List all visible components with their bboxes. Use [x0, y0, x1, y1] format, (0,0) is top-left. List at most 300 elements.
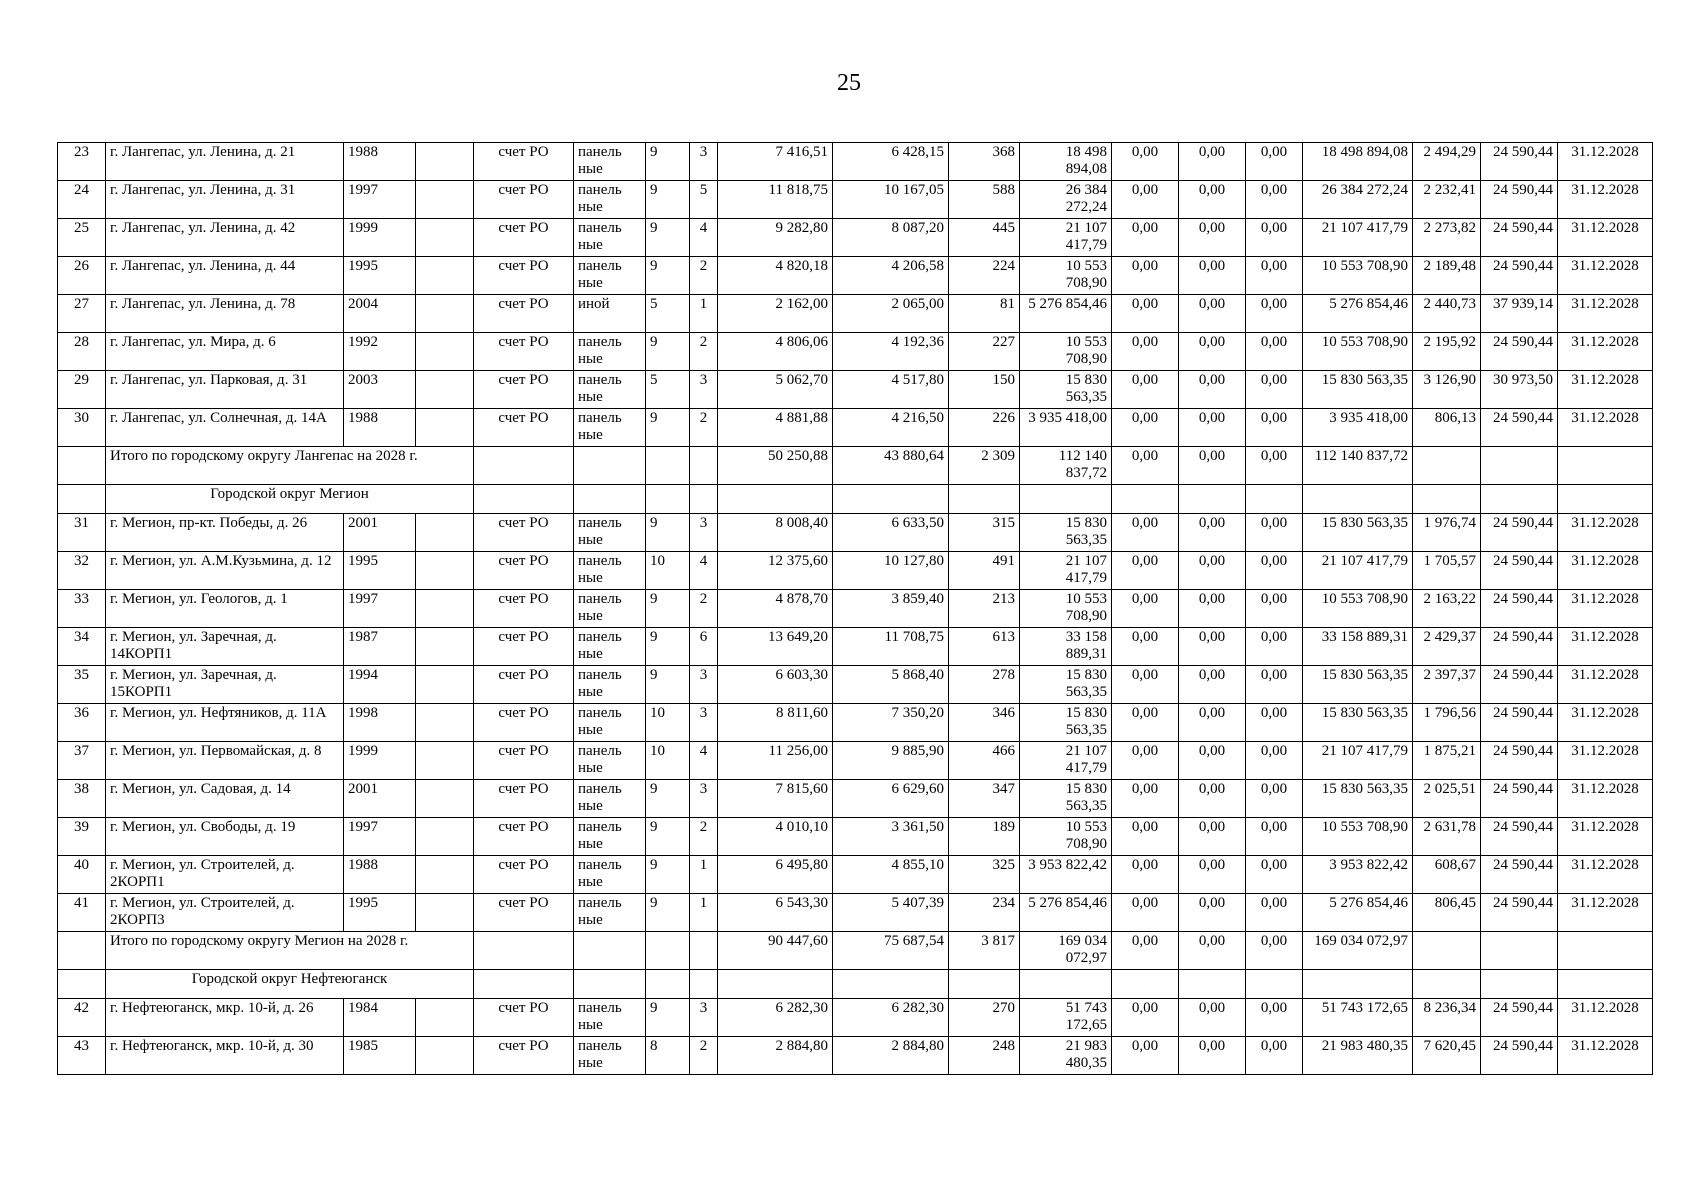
- owners-funds-cell: 10 553 708,90: [1303, 257, 1413, 295]
- fund-source-1-cell: 0,00: [1112, 1037, 1179, 1075]
- owners-funds-cell: 21 107 417,79: [1303, 742, 1413, 780]
- entrances-cell: 4: [690, 219, 718, 257]
- owners-funds-cell: 5 276 854,46: [1303, 894, 1413, 932]
- empty-cell: [416, 181, 474, 219]
- unit-cost-cell: 2 631,78: [1413, 818, 1481, 856]
- empty-cell: [1303, 970, 1413, 999]
- total-row: [58, 932, 1653, 970]
- limit-cost-cell: 24 590,44: [1481, 856, 1558, 894]
- area-living-cell: 2 884,80: [833, 1037, 949, 1075]
- unit-cost-cell: 1 796,56: [1413, 704, 1481, 742]
- empty-cell: [1558, 485, 1653, 514]
- owners-funds-cell: 18 498 894,08: [1303, 143, 1413, 181]
- fund-source-3-cell: 0,00: [1246, 295, 1303, 333]
- table-row: [58, 818, 1653, 856]
- empty-cell: [416, 143, 474, 181]
- limit-cost-cell: 24 590,44: [1481, 999, 1558, 1037]
- owners-funds-cell: 51 743 172,65: [1303, 999, 1413, 1037]
- deadline-cell: 31.12.2028: [1558, 1037, 1653, 1075]
- empty-cell: [646, 485, 690, 514]
- year-cell: 1995: [344, 552, 416, 590]
- deadline-cell: 31.12.2028: [1558, 181, 1653, 219]
- address-cell: г. Лангепас, ул. Ленина, д. 44: [106, 257, 344, 295]
- total-row: [58, 447, 1653, 485]
- cost-total-cell: 169 034 072,97: [1020, 932, 1112, 970]
- material-cell: панель ные: [574, 856, 646, 894]
- empty-cell: [1246, 970, 1303, 999]
- fund-source-1-cell: 0,00: [1112, 514, 1179, 552]
- fund-source-3-cell: 0,00: [1246, 1037, 1303, 1075]
- owners-funds-cell: 21 107 417,79: [1303, 552, 1413, 590]
- entrances-cell: 3: [690, 666, 718, 704]
- residents-cell: 150: [949, 371, 1020, 409]
- area-total-cell: 8 008,40: [718, 514, 833, 552]
- empty-cell: [646, 447, 690, 485]
- address-cell: г. Лангепас, ул. Мира, д. 6: [106, 333, 344, 371]
- deadline-cell: 31.12.2028: [1558, 742, 1653, 780]
- cost-total-cell: 3 935 418,00: [1020, 409, 1112, 447]
- fund-source-3-cell: 0,00: [1246, 590, 1303, 628]
- row-number: 28: [58, 333, 106, 371]
- floors-cell: 10: [646, 742, 690, 780]
- table-row: [58, 742, 1653, 780]
- unit-cost-cell: 2 429,37: [1413, 628, 1481, 666]
- fund-source-2-cell: 0,00: [1179, 742, 1246, 780]
- year-cell: 1987: [344, 628, 416, 666]
- deadline-cell: 31.12.2028: [1558, 409, 1653, 447]
- owners-funds-cell: 15 830 563,35: [1303, 666, 1413, 704]
- deadline-cell: 31.12.2028: [1558, 219, 1653, 257]
- table-row: [58, 257, 1653, 295]
- entrances-cell: 3: [690, 704, 718, 742]
- limit-cost-cell: 24 590,44: [1481, 219, 1558, 257]
- fund-source-1-cell: 0,00: [1112, 704, 1179, 742]
- area-total-cell: 5 062,70: [718, 371, 833, 409]
- deadline-cell: 31.12.2028: [1558, 856, 1653, 894]
- area-living-cell: 7 350,20: [833, 704, 949, 742]
- fund-cell: счет РО: [474, 780, 574, 818]
- fund-cell: счет РО: [474, 704, 574, 742]
- cost-total-cell: 21 107 417,79: [1020, 552, 1112, 590]
- floors-cell: 9: [646, 628, 690, 666]
- fund-cell: счет РО: [474, 818, 574, 856]
- empty-cell: [1413, 485, 1481, 514]
- row-number: 39: [58, 818, 106, 856]
- empty-cell: [690, 932, 718, 970]
- fund-source-3-cell: 0,00: [1246, 219, 1303, 257]
- residents-cell: 491: [949, 552, 1020, 590]
- empty-cell: [416, 219, 474, 257]
- fund-cell: счет РО: [474, 856, 574, 894]
- limit-cost-cell: 24 590,44: [1481, 257, 1558, 295]
- area-total-cell: 11 256,00: [718, 742, 833, 780]
- material-cell: панель ные: [574, 143, 646, 181]
- empty-cell: [574, 970, 646, 999]
- fund-source-2-cell: 0,00: [1179, 333, 1246, 371]
- cost-total-cell: 5 276 854,46: [1020, 894, 1112, 932]
- fund-source-1-cell: 0,00: [1112, 742, 1179, 780]
- entrances-cell: 3: [690, 514, 718, 552]
- material-cell: панель ные: [574, 552, 646, 590]
- floors-cell: 9: [646, 666, 690, 704]
- table-row: [58, 1037, 1653, 1075]
- fund-source-3-cell: 0,00: [1246, 999, 1303, 1037]
- fund-source-3-cell: 0,00: [1246, 181, 1303, 219]
- owners-funds-cell: 10 553 708,90: [1303, 590, 1413, 628]
- material-cell: панель ные: [574, 704, 646, 742]
- unit-cost-cell: 2 195,92: [1413, 333, 1481, 371]
- table-row: [58, 856, 1653, 894]
- owners-funds-cell: 21 983 480,35: [1303, 1037, 1413, 1075]
- fund-source-1-cell: 0,00: [1112, 780, 1179, 818]
- empty-cell: [58, 485, 106, 514]
- residents-cell: 315: [949, 514, 1020, 552]
- empty-cell: [574, 485, 646, 514]
- year-cell: 1988: [344, 143, 416, 181]
- fund-cell: счет РО: [474, 894, 574, 932]
- limit-cost-cell: 24 590,44: [1481, 628, 1558, 666]
- area-total-cell: 6 495,80: [718, 856, 833, 894]
- limit-cost-cell: 24 590,44: [1481, 143, 1558, 181]
- cost-total-cell: 10 553 708,90: [1020, 590, 1112, 628]
- unit-cost-cell: 2 397,37: [1413, 666, 1481, 704]
- entrances-cell: 2: [690, 257, 718, 295]
- empty-cell: [833, 970, 949, 999]
- section-title-cell: Городской округ Нефтеюганск: [106, 970, 474, 999]
- total-label-cell: Итого по городскому округу Лангепас на 2028 г.: [106, 447, 474, 485]
- area-living-cell: 4 206,58: [833, 257, 949, 295]
- area-living-cell: 10 127,80: [833, 552, 949, 590]
- cost-total-cell: 26 384 272,24: [1020, 181, 1112, 219]
- deadline-cell: 31.12.2028: [1558, 143, 1653, 181]
- floors-cell: 9: [646, 409, 690, 447]
- row-number: 36: [58, 704, 106, 742]
- year-cell: 1997: [344, 818, 416, 856]
- year-cell: 2004: [344, 295, 416, 333]
- table-row: [58, 333, 1653, 371]
- limit-cost-cell: 24 590,44: [1481, 742, 1558, 780]
- entrances-cell: 2: [690, 409, 718, 447]
- table-row: [58, 590, 1653, 628]
- material-cell: панель ные: [574, 514, 646, 552]
- area-total-cell: 7 416,51: [718, 143, 833, 181]
- entrances-cell: 1: [690, 295, 718, 333]
- empty-cell: [1179, 970, 1246, 999]
- empty-cell: [58, 447, 106, 485]
- area-living-cell: 10 167,05: [833, 181, 949, 219]
- fund-source-3-cell: 0,00: [1246, 894, 1303, 932]
- fund-source-1-cell: 0,00: [1112, 628, 1179, 666]
- entrances-cell: 2: [690, 818, 718, 856]
- row-number: 32: [58, 552, 106, 590]
- fund-source-1-cell: 0,00: [1112, 295, 1179, 333]
- floors-cell: 5: [646, 295, 690, 333]
- empty-cell: [574, 447, 646, 485]
- unit-cost-cell: 1 976,74: [1413, 514, 1481, 552]
- fund-source-3-cell: 0,00: [1246, 143, 1303, 181]
- fund-source-3-cell: 0,00: [1246, 666, 1303, 704]
- entrances-cell: 3: [690, 371, 718, 409]
- fund-source-1-cell: 0,00: [1112, 552, 1179, 590]
- floors-cell: 9: [646, 780, 690, 818]
- owners-funds-cell: 5 276 854,46: [1303, 295, 1413, 333]
- fund-source-1-cell: 0,00: [1112, 371, 1179, 409]
- entrances-cell: 2: [690, 590, 718, 628]
- table-row: [58, 514, 1653, 552]
- material-cell: панель ные: [574, 219, 646, 257]
- cost-total-cell: 10 553 708,90: [1020, 257, 1112, 295]
- area-living-cell: 5 407,39: [833, 894, 949, 932]
- fund-cell: счет РО: [474, 552, 574, 590]
- empty-cell: [718, 485, 833, 514]
- area-total-cell: 4 010,10: [718, 818, 833, 856]
- residents-cell: 347: [949, 780, 1020, 818]
- fund-source-1-cell: 0,00: [1112, 894, 1179, 932]
- limit-cost-cell: 24 590,44: [1481, 704, 1558, 742]
- unit-cost-cell: 2 440,73: [1413, 295, 1481, 333]
- fund-source-1-cell: 0,00: [1112, 409, 1179, 447]
- entrances-cell: 2: [690, 333, 718, 371]
- address-cell: г. Мегион, ул. Заречная, д. 14КОРП1: [106, 628, 344, 666]
- unit-cost-cell: 8 236,34: [1413, 999, 1481, 1037]
- entrances-cell: 2: [690, 1037, 718, 1075]
- empty-cell: [58, 932, 106, 970]
- owners-funds-cell: 15 830 563,35: [1303, 514, 1413, 552]
- fund-source-1-cell: 0,00: [1112, 143, 1179, 181]
- unit-cost-cell: 2 273,82: [1413, 219, 1481, 257]
- fund-source-1-cell: 0,00: [1112, 999, 1179, 1037]
- address-cell: г. Лангепас, ул. Ленина, д. 21: [106, 143, 344, 181]
- fund-source-2-cell: 0,00: [1179, 590, 1246, 628]
- table-row: [58, 894, 1653, 932]
- area-total-cell: 4 806,06: [718, 333, 833, 371]
- area-living-cell: 2 065,00: [833, 295, 949, 333]
- fund-source-1-cell: 0,00: [1112, 257, 1179, 295]
- fund-cell: счет РО: [474, 257, 574, 295]
- unit-cost-cell: 2 232,41: [1413, 181, 1481, 219]
- year-cell: 1992: [344, 333, 416, 371]
- empty-cell: [1179, 485, 1246, 514]
- unit-cost-cell: 2 494,29: [1413, 143, 1481, 181]
- year-cell: 2001: [344, 514, 416, 552]
- year-cell: 1988: [344, 856, 416, 894]
- cost-total-cell: 15 830 563,35: [1020, 371, 1112, 409]
- address-cell: г. Мегион, ул. Геологов, д. 1: [106, 590, 344, 628]
- fund-source-2-cell: 0,00: [1179, 932, 1246, 970]
- material-cell: панель ные: [574, 333, 646, 371]
- fund-source-1-cell: 0,00: [1112, 856, 1179, 894]
- empty-cell: [1020, 970, 1112, 999]
- empty-cell: [949, 485, 1020, 514]
- fund-source-1-cell: 0,00: [1112, 181, 1179, 219]
- address-cell: г. Нефтеюганск, мкр. 10-й, д. 26: [106, 999, 344, 1037]
- area-living-cell: 6 282,30: [833, 999, 949, 1037]
- entrances-cell: 1: [690, 894, 718, 932]
- row-number: 25: [58, 219, 106, 257]
- fund-source-3-cell: 0,00: [1246, 409, 1303, 447]
- floors-cell: 9: [646, 257, 690, 295]
- fund-cell: счет РО: [474, 590, 574, 628]
- owners-funds-cell: 33 158 889,31: [1303, 628, 1413, 666]
- floors-cell: 9: [646, 818, 690, 856]
- area-total-cell: 50 250,88: [718, 447, 833, 485]
- material-cell: панель ные: [574, 371, 646, 409]
- residents-cell: 613: [949, 628, 1020, 666]
- deadline-cell: 31.12.2028: [1558, 780, 1653, 818]
- cost-total-cell: 21 107 417,79: [1020, 219, 1112, 257]
- table-row: [58, 704, 1653, 742]
- area-living-cell: 6 629,60: [833, 780, 949, 818]
- residents-cell: 224: [949, 257, 1020, 295]
- area-living-cell: 3 361,50: [833, 818, 949, 856]
- residents-cell: 278: [949, 666, 1020, 704]
- area-total-cell: 8 811,60: [718, 704, 833, 742]
- row-number: 35: [58, 666, 106, 704]
- table-row: [58, 999, 1653, 1037]
- year-cell: 1985: [344, 1037, 416, 1075]
- entrances-cell: 3: [690, 143, 718, 181]
- fund-cell: счет РО: [474, 628, 574, 666]
- address-cell: г. Мегион, ул. Строителей, д. 2КОРП1: [106, 856, 344, 894]
- deadline-cell: 31.12.2028: [1558, 590, 1653, 628]
- empty-cell: [718, 970, 833, 999]
- area-total-cell: 4 878,70: [718, 590, 833, 628]
- empty-cell: [1413, 447, 1481, 485]
- area-living-cell: 6 633,50: [833, 514, 949, 552]
- fund-source-1-cell: 0,00: [1112, 219, 1179, 257]
- year-cell: 1999: [344, 219, 416, 257]
- empty-cell: [58, 970, 106, 999]
- address-cell: г. Мегион, пр-кт. Победы, д. 26: [106, 514, 344, 552]
- unit-cost-cell: 1 875,21: [1413, 742, 1481, 780]
- fund-source-3-cell: 0,00: [1246, 628, 1303, 666]
- address-cell: г. Нефтеюганск, мкр. 10-й, д. 30: [106, 1037, 344, 1075]
- limit-cost-cell: 24 590,44: [1481, 552, 1558, 590]
- fund-cell: счет РО: [474, 742, 574, 780]
- row-number: 27: [58, 295, 106, 333]
- page-number: 25: [837, 70, 861, 96]
- residents-cell: 3 817: [949, 932, 1020, 970]
- empty-cell: [1558, 932, 1653, 970]
- fund-cell: счет РО: [474, 409, 574, 447]
- empty-cell: [1020, 485, 1112, 514]
- empty-cell: [416, 894, 474, 932]
- floors-cell: 9: [646, 999, 690, 1037]
- empty-cell: [474, 447, 574, 485]
- address-cell: г. Мегион, ул. Строителей, д. 2КОРП3: [106, 894, 344, 932]
- fund-source-2-cell: 0,00: [1179, 295, 1246, 333]
- empty-cell: [1481, 485, 1558, 514]
- row-number: 41: [58, 894, 106, 932]
- table-body: [58, 143, 1653, 1075]
- fund-source-2-cell: 0,00: [1179, 1037, 1246, 1075]
- row-number: 30: [58, 409, 106, 447]
- residents-cell: 189: [949, 818, 1020, 856]
- fund-cell: счет РО: [474, 1037, 574, 1075]
- fund-source-2-cell: 0,00: [1179, 514, 1246, 552]
- row-number: 24: [58, 181, 106, 219]
- address-cell: г. Мегион, ул. Свободы, д. 19: [106, 818, 344, 856]
- fund-source-3-cell: 0,00: [1246, 856, 1303, 894]
- fund-source-2-cell: 0,00: [1179, 447, 1246, 485]
- fund-cell: счет РО: [474, 666, 574, 704]
- empty-cell: [416, 514, 474, 552]
- address-cell: г. Мегион, ул. А.М.Кузьмина, д. 12: [106, 552, 344, 590]
- residents-cell: 248: [949, 1037, 1020, 1075]
- fund-source-2-cell: 0,00: [1179, 818, 1246, 856]
- table-row: [58, 143, 1653, 181]
- year-cell: 2003: [344, 371, 416, 409]
- fund-source-2-cell: 0,00: [1179, 856, 1246, 894]
- row-number: 26: [58, 257, 106, 295]
- empty-cell: [416, 1037, 474, 1075]
- year-cell: 1988: [344, 409, 416, 447]
- area-total-cell: 9 282,80: [718, 219, 833, 257]
- fund-source-2-cell: 0,00: [1179, 999, 1246, 1037]
- owners-funds-cell: 21 107 417,79: [1303, 219, 1413, 257]
- limit-cost-cell: 24 590,44: [1481, 181, 1558, 219]
- fund-source-3-cell: 0,00: [1246, 932, 1303, 970]
- empty-cell: [474, 932, 574, 970]
- area-living-cell: 6 428,15: [833, 143, 949, 181]
- section-header-row: [58, 485, 1653, 514]
- unit-cost-cell: 2 189,48: [1413, 257, 1481, 295]
- address-cell: г. Лангепас, ул. Ленина, д. 31: [106, 181, 344, 219]
- empty-cell: [1558, 447, 1653, 485]
- floors-cell: 9: [646, 856, 690, 894]
- area-total-cell: 2 884,80: [718, 1037, 833, 1075]
- empty-cell: [949, 970, 1020, 999]
- material-cell: панель ные: [574, 818, 646, 856]
- cost-total-cell: 15 830 563,35: [1020, 704, 1112, 742]
- limit-cost-cell: 24 590,44: [1481, 514, 1558, 552]
- unit-cost-cell: 1 705,57: [1413, 552, 1481, 590]
- fund-source-3-cell: 0,00: [1246, 257, 1303, 295]
- limit-cost-cell: 30 973,50: [1481, 371, 1558, 409]
- area-total-cell: 6 603,30: [718, 666, 833, 704]
- housing-repair-register-table: [57, 142, 1653, 1075]
- area-living-cell: 11 708,75: [833, 628, 949, 666]
- fund-source-3-cell: 0,00: [1246, 447, 1303, 485]
- empty-cell: [1481, 932, 1558, 970]
- empty-cell: [416, 628, 474, 666]
- area-total-cell: 11 818,75: [718, 181, 833, 219]
- year-cell: 1998: [344, 704, 416, 742]
- year-cell: 1984: [344, 999, 416, 1037]
- empty-cell: [646, 970, 690, 999]
- row-number: 40: [58, 856, 106, 894]
- cost-total-cell: 112 140 837,72: [1020, 447, 1112, 485]
- year-cell: 1995: [344, 894, 416, 932]
- residents-cell: 270: [949, 999, 1020, 1037]
- floors-cell: 5: [646, 371, 690, 409]
- limit-cost-cell: 24 590,44: [1481, 818, 1558, 856]
- empty-cell: [416, 999, 474, 1037]
- empty-cell: [416, 818, 474, 856]
- empty-cell: [416, 371, 474, 409]
- table-row: [58, 181, 1653, 219]
- material-cell: панель ные: [574, 1037, 646, 1075]
- deadline-cell: 31.12.2028: [1558, 552, 1653, 590]
- residents-cell: 588: [949, 181, 1020, 219]
- empty-cell: [416, 856, 474, 894]
- table-row: [58, 780, 1653, 818]
- entrances-cell: 3: [690, 780, 718, 818]
- area-living-cell: 9 885,90: [833, 742, 949, 780]
- address-cell: г. Лангепас, ул. Ленина, д. 42: [106, 219, 344, 257]
- area-living-cell: 8 087,20: [833, 219, 949, 257]
- empty-cell: [1481, 447, 1558, 485]
